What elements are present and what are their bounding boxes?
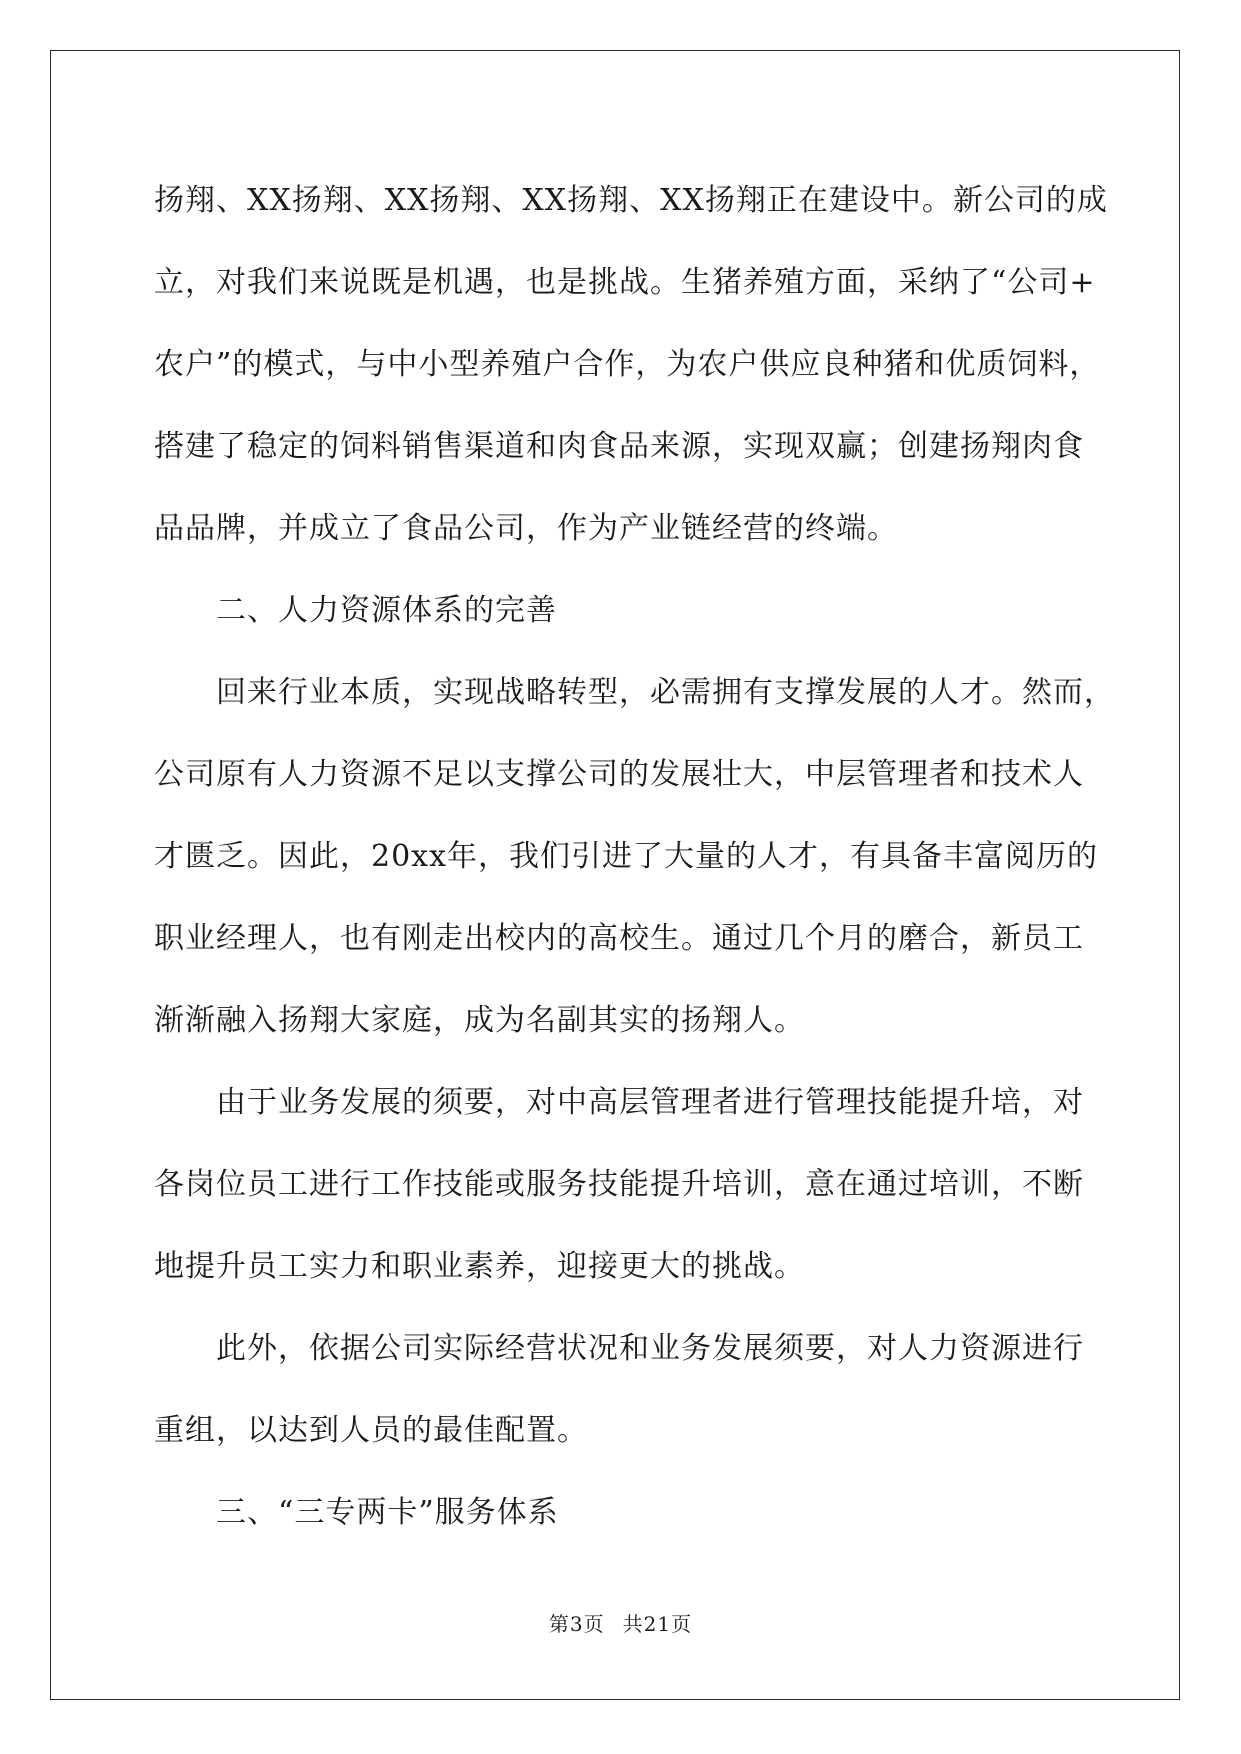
paragraph-line: 各岗位员工进行工作技能或服务技能提升培训，意在通过培训，不断: [154, 1167, 1084, 1202]
page-number: 第3页: [548, 1612, 605, 1636]
paragraph-line: 回来行业本质，实现战略转型，必需拥有支撑发展的人才。然而，: [216, 675, 1115, 710]
paragraph-line: 重组，以达到人员的最佳配置。: [154, 1413, 588, 1448]
paragraph-line: 扬翔、XX扬翔、XX扬翔、XX扬翔、XX扬翔正在建设中。新公司的成: [154, 183, 1108, 218]
paragraph-line: 由于业务发展的须要，对中高层管理者进行管理技能提升培，对: [216, 1085, 1084, 1120]
paragraph-line: 公司原有人力资源不足以支撑公司的发展壮大，中层管理者和技术人: [154, 757, 1084, 792]
page-total: 共21页: [622, 1612, 693, 1636]
paragraph-line: 品品牌，并成立了食品公司，作为产业链经营的终端。: [154, 511, 898, 546]
page-footer: [0, 1608, 1241, 1637]
paragraph-line: 此外，依据公司实际经营状况和业务发展须要，对人力资源进行: [216, 1331, 1084, 1366]
paragraph-line: 立，对我们来说既是机遇，也是挑战。生猪养殖方面，采纳了“公司+: [154, 265, 1096, 300]
paragraph-line: 职业经理人，也有刚走出校内的高校生。通过几个月的磨合，新员工: [154, 921, 1084, 956]
section-heading: 二、人力资源体系的完善: [216, 593, 557, 628]
paragraph-line: 才匮乏。因此，20xx年，我们引进了大量的人才，有具备丰富阅历的: [154, 839, 1099, 874]
paragraph-line: 农户”的模式，与中小型养殖户合作，为农户供应良种猪和优质饲料，: [154, 347, 1101, 382]
paragraph-line: 地提升员工实力和职业素养，迎接更大的挑战。: [154, 1249, 805, 1284]
section-heading: 三、“三专两卡”服务体系: [216, 1495, 559, 1530]
paragraph-line: 渐渐融入扬翔大家庭，成为名副其实的扬翔人。: [154, 1003, 805, 1038]
document-body: [154, 160, 1115, 1554]
paragraph-line: 搭建了稳定的饲料销售渠道和肉食品来源，实现双赢；创建扬翔肉食: [154, 429, 1084, 464]
